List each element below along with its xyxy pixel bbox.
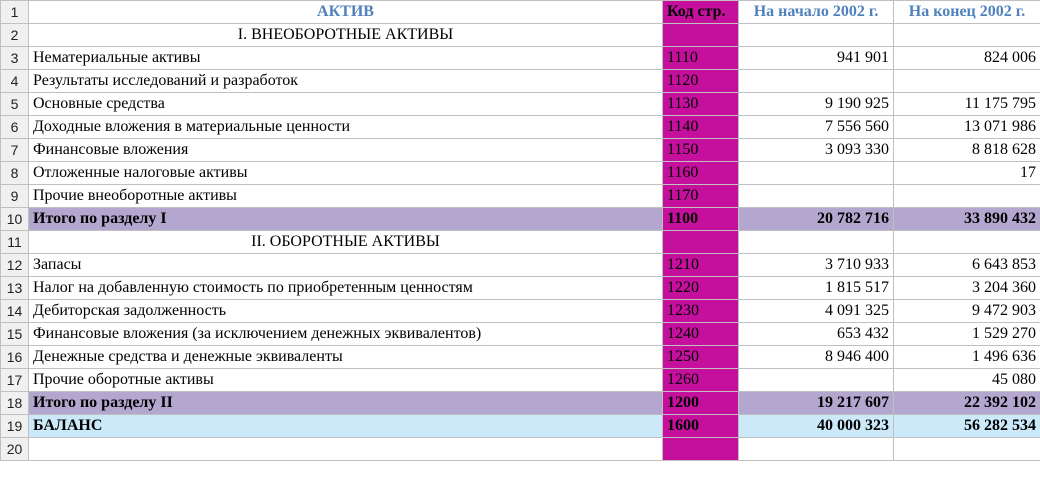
- item-name-cell[interactable]: Дебиторская задолженность: [29, 300, 663, 323]
- start-value-cell[interactable]: [739, 162, 894, 185]
- item-name-cell[interactable]: Денежные средства и денежные эквиваленты: [29, 346, 663, 369]
- sheet-row: [1, 346, 1040, 369]
- item-name-cell[interactable]: Финансовые вложения: [29, 139, 663, 162]
- end-value-cell[interactable]: [894, 70, 1040, 93]
- end-value-cell[interactable]: 11 175 795: [894, 93, 1040, 116]
- row-number[interactable]: 18: [1, 392, 29, 415]
- line-code-cell[interactable]: 1240: [663, 323, 739, 346]
- line-code-cell[interactable]: 1150: [663, 139, 739, 162]
- end-value-cell[interactable]: 1 496 636: [894, 346, 1040, 369]
- sheet-row: [1, 392, 1040, 415]
- start-value-cell[interactable]: 8 946 400: [739, 346, 894, 369]
- line-code-cell[interactable]: 1260: [663, 369, 739, 392]
- sheet-body: [1, 1, 1040, 461]
- section-total-label-cell[interactable]: Итого по разделу I: [29, 208, 663, 231]
- line-code-cell[interactable]: 1170: [663, 185, 739, 208]
- item-name-cell[interactable]: Результаты исследований и разработок: [29, 70, 663, 93]
- row-number[interactable]: 13: [1, 277, 29, 300]
- item-name-cell[interactable]: Налог на добавленную стоимость по приобретенным ценностям: [29, 277, 663, 300]
- end-value-cell[interactable]: 6 643 853: [894, 254, 1040, 277]
- row-number[interactable]: 3: [1, 47, 29, 70]
- sheet-row: [1, 93, 1040, 116]
- line-code-cell[interactable]: 1140: [663, 116, 739, 139]
- line-code-cell[interactable]: [663, 231, 739, 254]
- end-value-cell[interactable]: 13 071 986: [894, 116, 1040, 139]
- row-number[interactable]: 17: [1, 369, 29, 392]
- row-number[interactable]: 1: [1, 1, 29, 24]
- sheet-row: [1, 70, 1040, 93]
- sheet-row: [1, 369, 1040, 392]
- item-name-cell[interactable]: Основные средства: [29, 93, 663, 116]
- end-value-cell[interactable]: 824 006: [894, 47, 1040, 70]
- start-value-cell[interactable]: [739, 24, 894, 47]
- line-code-cell[interactable]: [663, 438, 739, 461]
- sheet-row: [1, 139, 1040, 162]
- line-code-cell[interactable]: 1120: [663, 70, 739, 93]
- row-number[interactable]: 5: [1, 93, 29, 116]
- start-value-cell[interactable]: 19 217 607: [739, 392, 894, 415]
- item-name-cell[interactable]: Отложенные налоговые активы: [29, 162, 663, 185]
- row-number[interactable]: 6: [1, 116, 29, 139]
- sheet-row: [1, 277, 1040, 300]
- sheet-row: [1, 231, 1040, 254]
- line-code-cell[interactable]: 1110: [663, 47, 739, 70]
- start-value-cell[interactable]: 40 000 323: [739, 415, 894, 438]
- end-value-cell[interactable]: 3 204 360: [894, 277, 1040, 300]
- start-value-cell[interactable]: [739, 438, 894, 461]
- sheet-row: [1, 1, 1040, 24]
- section-total-label-cell[interactable]: Итого по разделу II: [29, 392, 663, 415]
- end-value-cell[interactable]: 9 472 903: [894, 300, 1040, 323]
- line-code-cell[interactable]: 1250: [663, 346, 739, 369]
- item-name-cell[interactable]: Финансовые вложения (за исключением денежных эквивалентов): [29, 323, 663, 346]
- end-value-cell[interactable]: 8 818 628: [894, 139, 1040, 162]
- sheet-row: [1, 185, 1040, 208]
- row-number[interactable]: 9: [1, 185, 29, 208]
- sheet-row: [1, 24, 1040, 47]
- item-name-cell[interactable]: Нематериальные активы: [29, 47, 663, 70]
- sheet-row: [1, 323, 1040, 346]
- line-code-cell[interactable]: 1600: [663, 415, 739, 438]
- sheet-row: [1, 300, 1040, 323]
- row-number[interactable]: 4: [1, 70, 29, 93]
- start-value-cell[interactable]: 3 093 330: [739, 139, 894, 162]
- start-value-cell[interactable]: 7 556 560: [739, 116, 894, 139]
- start-value-cell[interactable]: 20 782 716: [739, 208, 894, 231]
- line-code-cell[interactable]: 1160: [663, 162, 739, 185]
- start-value-cell[interactable]: 4 091 325: [739, 300, 894, 323]
- end-value-cell[interactable]: [894, 185, 1040, 208]
- row-number[interactable]: 11: [1, 231, 29, 254]
- header-code-cell[interactable]: Код стр.: [663, 1, 739, 24]
- item-name-cell[interactable]: Прочие внеоборотные активы: [29, 185, 663, 208]
- line-code-cell[interactable]: 1220: [663, 277, 739, 300]
- sheet-row: [1, 162, 1040, 185]
- row-number[interactable]: 16: [1, 346, 29, 369]
- end-value-cell[interactable]: 56 282 534: [894, 415, 1040, 438]
- item-name-cell[interactable]: Запасы: [29, 254, 663, 277]
- end-value-cell[interactable]: 22 392 102: [894, 392, 1040, 415]
- section-title-cell[interactable]: II. ОБОРОТНЫЕ АКТИВЫ: [29, 231, 663, 254]
- row-number[interactable]: 14: [1, 300, 29, 323]
- line-code-cell[interactable]: 1230: [663, 300, 739, 323]
- start-value-cell[interactable]: [739, 70, 894, 93]
- line-code-cell[interactable]: 1200: [663, 392, 739, 415]
- row-number[interactable]: 15: [1, 323, 29, 346]
- row-number[interactable]: 10: [1, 208, 29, 231]
- line-code-cell[interactable]: 1210: [663, 254, 739, 277]
- line-code-cell[interactable]: 1130: [663, 93, 739, 116]
- end-value-cell[interactable]: 17: [894, 162, 1040, 185]
- item-name-cell[interactable]: [29, 438, 663, 461]
- start-value-cell[interactable]: [739, 185, 894, 208]
- start-value-cell[interactable]: 941 901: [739, 47, 894, 70]
- start-value-cell[interactable]: 653 432: [739, 323, 894, 346]
- sheet-row: [1, 208, 1040, 231]
- start-value-cell[interactable]: 9 190 925: [739, 93, 894, 116]
- end-value-cell[interactable]: 33 890 432: [894, 208, 1040, 231]
- row-number[interactable]: 7: [1, 139, 29, 162]
- end-value-cell[interactable]: [894, 231, 1040, 254]
- line-code-cell[interactable]: [663, 24, 739, 47]
- row-number[interactable]: 8: [1, 162, 29, 185]
- header-activ-cell[interactable]: АКТИВ: [29, 1, 663, 24]
- start-value-cell[interactable]: 1 815 517: [739, 277, 894, 300]
- item-name-cell[interactable]: Доходные вложения в материальные ценности: [29, 116, 663, 139]
- row-number[interactable]: 20: [1, 438, 29, 461]
- sheet-row: [1, 415, 1040, 438]
- end-value-cell[interactable]: 1 529 270: [894, 323, 1040, 346]
- section-title-cell[interactable]: I. ВНЕОБОРОТНЫЕ АКТИВЫ: [29, 24, 663, 47]
- sheet-row: [1, 116, 1040, 139]
- start-value-cell[interactable]: [739, 231, 894, 254]
- row-number[interactable]: 2: [1, 24, 29, 47]
- row-number[interactable]: 12: [1, 254, 29, 277]
- end-value-cell[interactable]: 45 080: [894, 369, 1040, 392]
- row-number[interactable]: 19: [1, 415, 29, 438]
- sheet-row: [1, 438, 1040, 461]
- start-value-cell[interactable]: 3 710 933: [739, 254, 894, 277]
- header-end-cell[interactable]: На конец 2002 г.: [894, 1, 1040, 24]
- item-name-cell[interactable]: Прочие оборотные активы: [29, 369, 663, 392]
- sheet-row: [1, 47, 1040, 70]
- end-value-cell[interactable]: [894, 438, 1040, 461]
- start-value-cell[interactable]: [739, 369, 894, 392]
- header-start-cell[interactable]: На начало 2002 г.: [739, 1, 894, 24]
- balance-label-cell[interactable]: БАЛАНС: [29, 415, 663, 438]
- line-code-cell[interactable]: 1100: [663, 208, 739, 231]
- end-value-cell[interactable]: [894, 24, 1040, 47]
- sheet-row: [1, 254, 1040, 277]
